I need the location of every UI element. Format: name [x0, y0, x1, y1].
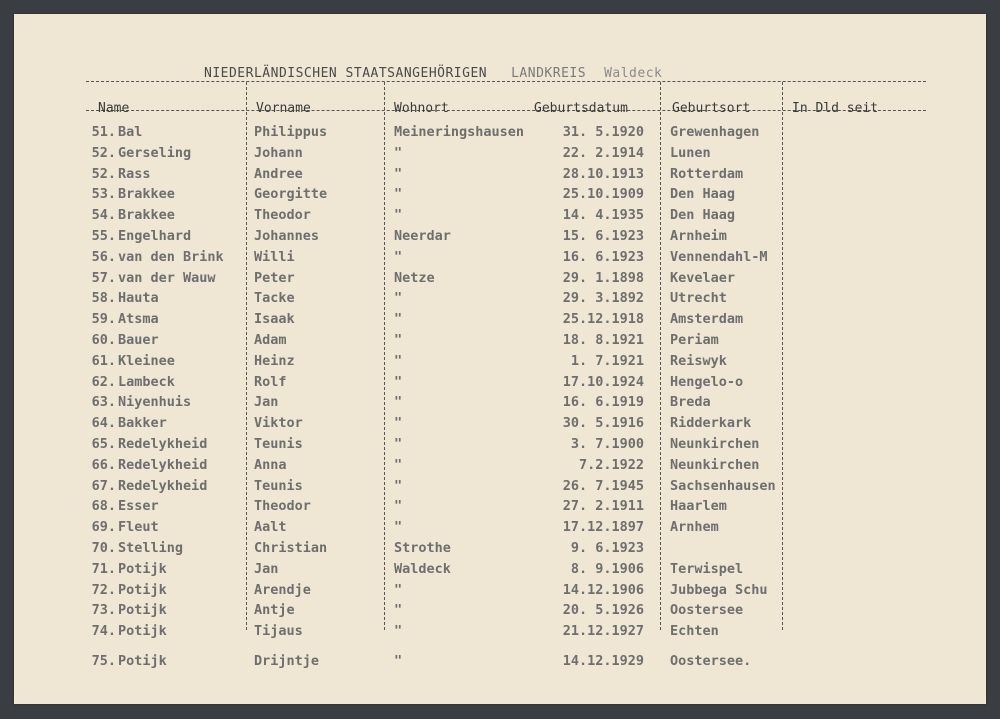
- row-geburtsdatum: 18. 8.1921: [562, 332, 644, 348]
- row-geburtsort: Breda: [670, 394, 711, 411]
- row-geburtsdatum: 28.10.1913: [562, 165, 644, 182]
- row-name: Niyenhuis: [118, 394, 192, 411]
- row-wohnort: ": [394, 623, 403, 640]
- district-label: LANDKREIS: [511, 66, 587, 81]
- row-name: Stelling: [118, 540, 184, 556]
- table-row: [14, 623, 986, 643]
- row-number: 55.: [91, 228, 116, 244]
- row-wohnort: ": [394, 602, 403, 619]
- row-vorname: Teunis: [254, 477, 303, 494]
- row-wohnort: ": [394, 311, 403, 328]
- row-number: 59.: [91, 311, 116, 328]
- row-wohnort: Netze: [394, 269, 435, 286]
- row-vorname: Isaak: [254, 311, 295, 328]
- row-vorname: Johann: [254, 144, 303, 161]
- row-geburtsdatum: 17.10.1924: [562, 373, 644, 390]
- row-name: Hauta: [118, 290, 159, 307]
- row-number: 74.: [91, 623, 116, 640]
- row-vorname: Antje: [254, 602, 295, 619]
- row-number: 60.: [91, 332, 116, 348]
- table-row: [14, 207, 986, 227]
- table-row: [14, 145, 986, 165]
- row-number: 65.: [91, 436, 116, 452]
- table-row: [14, 540, 986, 560]
- row-number: 58.: [91, 290, 116, 307]
- row-name: Rass: [118, 165, 151, 182]
- row-name: Redelykheid: [118, 456, 208, 473]
- table-row: [14, 374, 986, 394]
- row-geburtsort: Hengelo-o: [670, 373, 744, 390]
- col-header-geburtsort: Geburtsort: [672, 101, 751, 116]
- row-number: 73.: [91, 602, 116, 619]
- row-name: Gerseling: [118, 144, 192, 161]
- row-vorname: Arendje: [254, 581, 311, 598]
- row-name: Bakker: [118, 415, 167, 432]
- row-name: Kleinee: [118, 352, 175, 369]
- row-geburtsort: Vennendahl-M: [670, 248, 768, 265]
- row-geburtsort: Rotterdam: [670, 165, 744, 182]
- row-wohnort: ": [394, 186, 403, 203]
- row-number: 69.: [91, 519, 116, 536]
- table-row: [14, 290, 986, 310]
- table-row: [14, 498, 986, 518]
- row-name: Potijk: [118, 581, 167, 598]
- row-geburtsort: Sachsenhausen: [670, 477, 776, 494]
- row-geburtsdatum: 27. 2.1911: [562, 498, 644, 515]
- row-geburtsort: Kevelaer: [670, 269, 736, 286]
- row-geburtsort: Oostersee.: [670, 653, 752, 669]
- table-row: [14, 457, 986, 477]
- row-geburtsort: Arnhem: [670, 519, 719, 536]
- row-wohnort: ": [394, 394, 403, 411]
- row-number: 51.: [91, 124, 116, 140]
- table-row: [14, 478, 986, 498]
- row-name: Atsma: [118, 311, 159, 328]
- row-number: 57.: [91, 269, 116, 286]
- row-wohnort: Meineringshausen: [394, 124, 525, 140]
- row-number: 63.: [91, 394, 116, 411]
- row-geburtsdatum: 1. 7.1921: [570, 352, 644, 369]
- table-row: [14, 124, 986, 144]
- table-row: [14, 602, 986, 622]
- row-number: 52.: [91, 165, 116, 182]
- row-geburtsdatum: 21.12.1927: [562, 623, 644, 640]
- table-row: [14, 270, 986, 290]
- row-geburtsdatum: 14. 4.1935: [562, 207, 644, 224]
- row-geburtsdatum: 25.10.1909: [562, 186, 644, 203]
- header-top-rule: [86, 81, 926, 82]
- row-geburtsort: Oostersee: [670, 602, 744, 619]
- row-geburtsdatum: 29. 1.1898: [562, 269, 644, 286]
- row-name: Potijk: [118, 602, 167, 619]
- row-geburtsdatum: 14.12.1929: [562, 653, 644, 669]
- row-wohnort: ": [394, 144, 403, 161]
- row-wohnort: ": [394, 436, 403, 452]
- table-row: [14, 166, 986, 186]
- document-card: [14, 14, 986, 704]
- row-name: Bal: [118, 124, 143, 140]
- row-wohnort: ": [394, 165, 403, 182]
- row-geburtsort: Terwispel: [670, 560, 744, 577]
- row-geburtsdatum: 14.12.1906: [562, 581, 644, 598]
- row-vorname: Aalt: [254, 519, 287, 536]
- row-wohnort: ": [394, 498, 403, 515]
- row-geburtsort: Arnheim: [670, 228, 727, 244]
- row-vorname: Philippus: [254, 124, 328, 140]
- row-vorname: Theodor: [254, 207, 311, 224]
- row-wohnort: ": [394, 653, 403, 669]
- row-geburtsdatum: 20. 5.1926: [562, 602, 644, 619]
- col-header-name: Name: [98, 101, 130, 116]
- row-vorname: Drijntje: [254, 653, 320, 669]
- row-name: Engelhard: [118, 228, 192, 244]
- col-header-geburtsdatum: Geburtsdatum: [534, 101, 628, 116]
- row-vorname: Willi: [254, 248, 295, 265]
- row-name: Redelykheid: [118, 477, 208, 494]
- row-geburtsdatum: 17.12.1897: [562, 519, 644, 536]
- row-vorname: Heinz: [254, 352, 295, 369]
- row-name: Potijk: [118, 653, 167, 669]
- row-name: Lambeck: [118, 373, 175, 390]
- row-name: van der Wauw: [118, 269, 216, 286]
- row-geburtsort: Reiswyk: [670, 352, 727, 369]
- table-row: [14, 332, 986, 352]
- row-geburtsort: Den Haag: [670, 207, 736, 224]
- row-geburtsdatum: 29. 3.1892: [562, 290, 644, 307]
- row-wohnort: ": [394, 519, 403, 536]
- row-geburtsdatum: 7.2.1922: [578, 456, 644, 473]
- row-geburtsort: Ridderkark: [670, 415, 752, 432]
- document-title: [204, 66, 662, 81]
- row-geburtsort: Den Haag: [670, 186, 736, 203]
- table-row: [14, 561, 986, 581]
- row-vorname: Anna: [254, 456, 287, 473]
- row-name: Esser: [118, 498, 159, 515]
- table-row: [14, 186, 986, 206]
- row-vorname: Rolf: [254, 373, 287, 390]
- row-geburtsdatum: 15. 6.1923: [562, 228, 644, 244]
- row-name: Potijk: [118, 560, 167, 577]
- row-geburtsdatum: 30. 5.1916: [562, 415, 644, 432]
- table-row: [14, 436, 986, 456]
- row-geburtsdatum: 22. 2.1914: [562, 144, 644, 161]
- row-number: 72.: [91, 581, 116, 598]
- row-geburtsdatum: 16. 6.1923: [562, 248, 644, 265]
- col-header-in-dld-seit: In Dld seit: [792, 101, 879, 116]
- row-geburtsort: Periam: [670, 332, 719, 348]
- row-geburtsdatum: 26. 7.1945: [562, 477, 644, 494]
- row-wohnort: Neerdar: [394, 228, 451, 244]
- row-number: 61.: [91, 352, 116, 369]
- row-name: van den Brink: [118, 248, 224, 265]
- row-wohnort: ": [394, 373, 403, 390]
- row-wohnort: ": [394, 207, 403, 224]
- row-vorname: Tacke: [254, 290, 295, 307]
- row-vorname: Viktor: [254, 415, 303, 432]
- row-number: 54.: [91, 207, 116, 224]
- row-geburtsort: Neunkirchen: [670, 456, 760, 473]
- row-vorname: Tijaus: [254, 623, 303, 640]
- row-name: Brakkee: [118, 186, 175, 203]
- row-number: 66.: [91, 456, 116, 473]
- row-name: Bauer: [118, 332, 159, 348]
- row-geburtsdatum: 9. 6.1923: [570, 540, 644, 556]
- row-wohnort: ": [394, 415, 403, 432]
- row-wohnort: ": [394, 477, 403, 494]
- row-number: 53.: [91, 186, 116, 203]
- row-vorname: Teunis: [254, 436, 303, 452]
- table-row: [14, 653, 986, 673]
- row-number: 67.: [91, 477, 116, 494]
- col-header-vorname: Vorname: [256, 101, 311, 116]
- row-geburtsort: Grewenhagen: [670, 124, 760, 140]
- row-vorname: Jan: [254, 560, 279, 577]
- row-vorname: Jan: [254, 394, 279, 411]
- table-row: [14, 394, 986, 414]
- row-geburtsort: Neunkirchen: [670, 436, 760, 452]
- row-geburtsdatum: 16. 6.1919: [562, 394, 644, 411]
- row-wohnort: ": [394, 352, 403, 369]
- col-header-wohnort: Wohnort: [394, 101, 449, 116]
- row-geburtsdatum: 31. 5.1920: [562, 124, 644, 140]
- row-wohnort: ": [394, 332, 403, 348]
- table-row: [14, 249, 986, 269]
- row-geburtsdatum: 8. 9.1906: [570, 560, 644, 577]
- table-row: [14, 228, 986, 248]
- row-wohnort: ": [394, 248, 403, 265]
- row-geburtsort: Echten: [670, 623, 719, 640]
- row-vorname: Peter: [254, 269, 295, 286]
- row-number: 70.: [91, 540, 116, 556]
- table-row: [14, 519, 986, 539]
- table-row: [14, 353, 986, 373]
- row-wohnort: ": [394, 456, 403, 473]
- table-row: [14, 415, 986, 435]
- title-text: NIEDERLÄNDISCHEN STAATSANGEHÖRIGEN: [204, 66, 488, 81]
- row-wohnort: ": [394, 290, 403, 307]
- row-name: Potijk: [118, 623, 167, 640]
- row-number: 68.: [91, 498, 116, 515]
- district-name: Waldeck: [604, 66, 663, 81]
- row-geburtsort: Haarlem: [670, 498, 727, 515]
- row-number: 71.: [91, 560, 116, 577]
- row-wohnort: ": [394, 581, 403, 598]
- row-geburtsort: Amsterdam: [670, 311, 744, 328]
- table-row: [14, 582, 986, 602]
- row-wohnort: Strothe: [394, 540, 451, 556]
- row-vorname: Johannes: [254, 228, 320, 244]
- row-number: 62.: [91, 373, 116, 390]
- row-vorname: Adam: [254, 332, 287, 348]
- row-vorname: Georgitte: [254, 186, 328, 203]
- row-vorname: Andree: [254, 165, 303, 182]
- row-geburtsort: Jubbega Schu: [670, 581, 768, 598]
- row-name: Redelykheid: [118, 436, 208, 452]
- row-geburtsort: Utrecht: [670, 290, 727, 307]
- row-wohnort: Waldeck: [394, 560, 451, 577]
- row-name: Brakkee: [118, 207, 175, 224]
- row-number: 64.: [91, 415, 116, 432]
- table-row: [14, 311, 986, 331]
- row-number: 75.: [91, 653, 116, 669]
- row-vorname: Christian: [254, 540, 328, 556]
- row-geburtsdatum: 3. 7.1900: [570, 436, 644, 452]
- row-number: 56.: [91, 248, 116, 265]
- row-vorname: Theodor: [254, 498, 311, 515]
- row-geburtsdatum: 25.12.1918: [562, 311, 644, 328]
- row-number: 52.: [91, 144, 116, 161]
- row-name: Fleut: [118, 519, 159, 536]
- row-geburtsort: Lunen: [670, 144, 711, 161]
